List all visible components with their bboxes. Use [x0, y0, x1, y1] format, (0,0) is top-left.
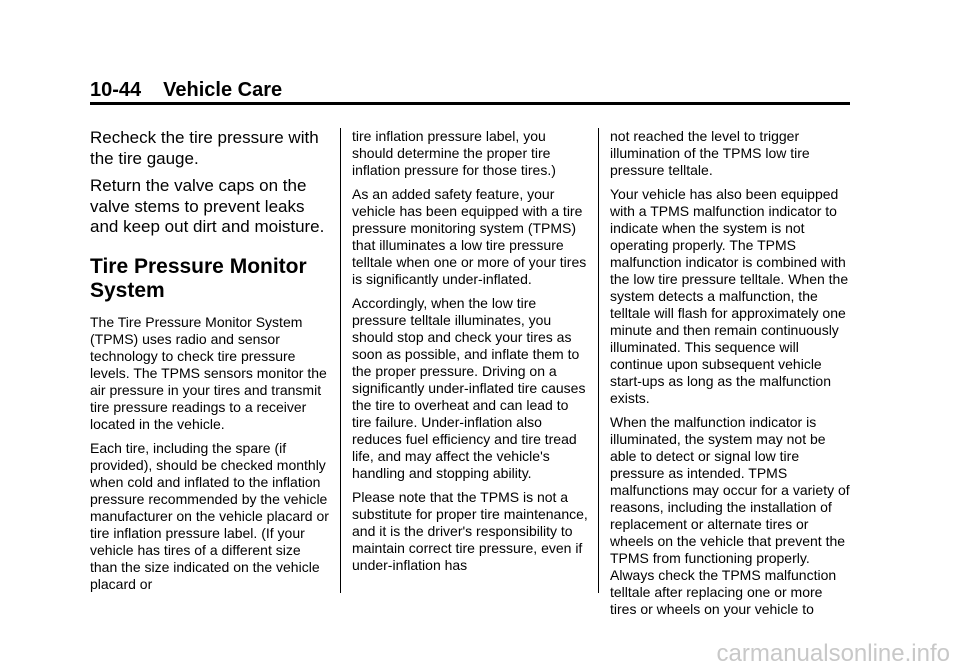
paragraph: Your vehicle has also been equipped with a TPMS malfunction indicator to indicate when the system is not operating properly. The TPMS malfunction indicator is combined with the low tire pressure telltale. When the system detects a malfunction, the telltale will flash for approximately one minute and then remain continuously illuminated. This sequence will continue upon subsequent vehicle start-ups as long as the malfunction exists.: [610, 186, 849, 406]
column-divider: [598, 128, 599, 593]
watermark-text: carmanualsonline.info: [716, 640, 950, 667]
paragraph: tire inflation pressure label, you should determine the proper tire inflation pressure for those tires.): [352, 128, 556, 178]
page-header: [90, 78, 282, 102]
page-number: 10-44: [90, 79, 142, 101]
text-column-3: [610, 128, 852, 625]
paragraph: not reached the level to trigger illumination of the TPMS low tire pressure telltale.: [610, 128, 810, 178]
paragraph: When the malfunction indicator is illuminated, the system may not be able to detect or signal low tire pressure as intended. TPMS malfunctions may occur for a variety of reasons, including the installation of replacement or alternate tires or wheels on the vehicle that prevent the TPMS from functioning properly. Always check the TPMS malfunction telltale after replacing one or more tires or wheels on your vehicle to: [610, 414, 850, 617]
paragraph: The Tire Pressure Monitor System (TPMS) uses radio and sensor technology to check tire pressure levels. The TPMS sensors monitor the air pressure in your tires and transmit tire pressure readings to a receiver located in the vehicle.: [90, 313, 327, 432]
paragraph: As an added safety feature, your vehicle has been equipped with a tire pressure monitoring system (TPMS) that illuminates a low tire pressure telltale when one or more of your tires is significantly under-inflated.: [352, 186, 587, 287]
paragraph: Accordingly, when the low tire pressure telltale illuminates, you should stop and check your tires as soon as possible, and inflate them to the proper pressure. Driving on a significantly under-inflated tire causes the tire to overheat and can lead to tire failure. Under-inflation also reduces fuel efficiency and tire tread life, and may affect the vehicle's handling and stopping ability.: [352, 295, 586, 481]
column-divider: [340, 128, 341, 593]
paragraph: Please note that the TPMS is not a substitute for proper tire maintenance, and it is the driver's responsibility to maintain correct tire pressure, even if under-inflation has: [352, 489, 588, 573]
section-title: Vehicle Care: [163, 79, 283, 101]
header-rule: [90, 102, 850, 105]
paragraph: Each tire, including the spare (if provided), should be checked monthly when cold and inflated to the inflation pressure recommended by the vehicle manufacturer on the vehicle placard or tire inflation pressure label. (If your vehicle has tires of a different size than the size indicated on the vehicle placard or: [90, 439, 329, 592]
text-column-1: [90, 128, 330, 600]
paragraph: Recheck the tire pressure with the tire gauge.: [90, 128, 319, 168]
paragraph: Return the valve caps on the valve stems to prevent leaks and keep out dirt and moisture.: [90, 176, 325, 236]
section-heading: Tire Pressure Monitor System: [90, 254, 307, 302]
text-column-2: [352, 128, 588, 581]
